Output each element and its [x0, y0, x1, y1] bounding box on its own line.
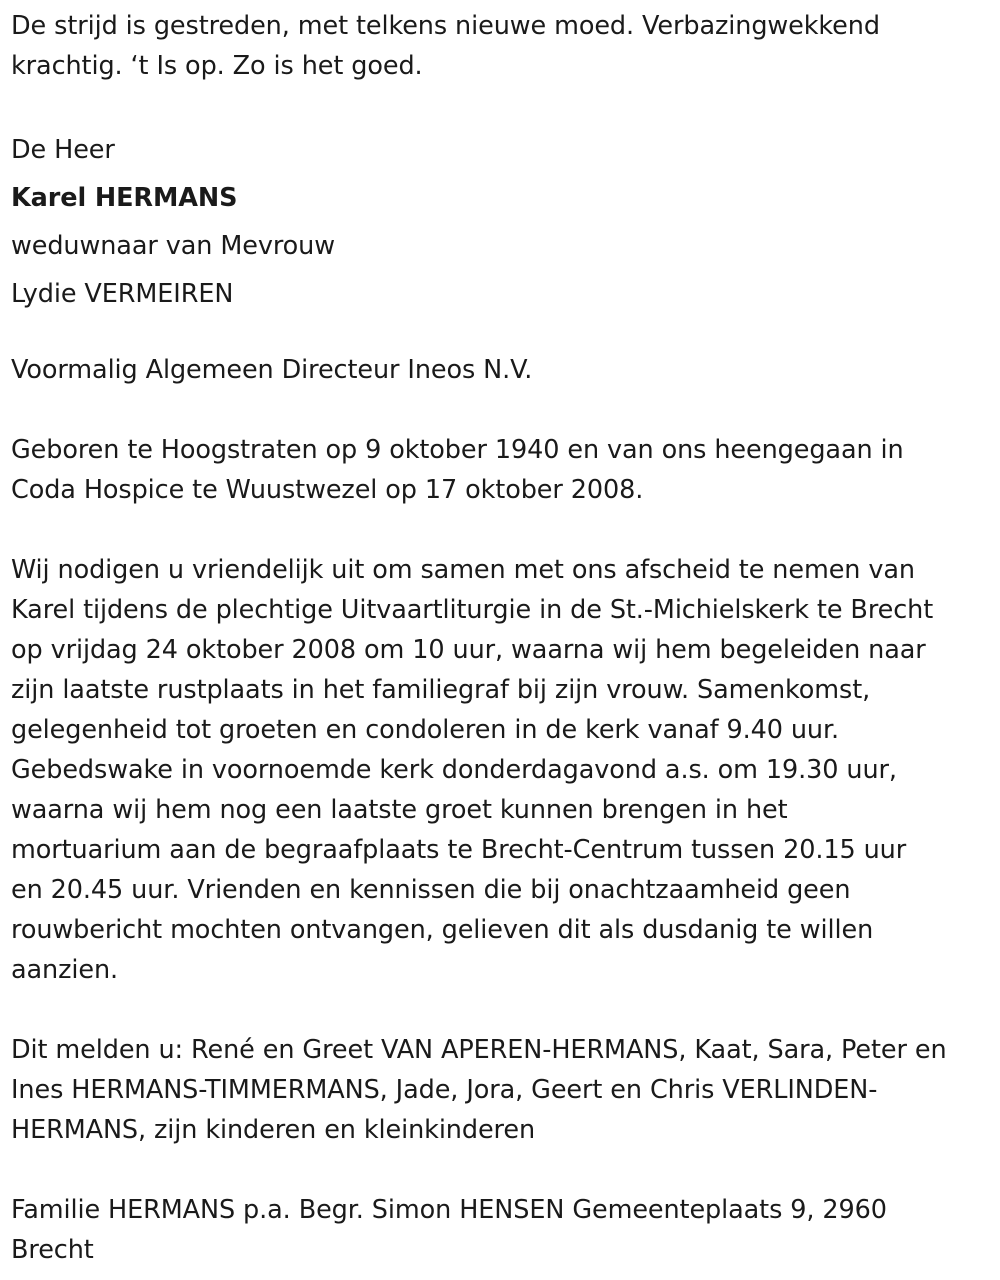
- deceased-block: [11, 126, 990, 318]
- invitation-line: Karel tijdens de plechtige Uitvaartliturgie in de St.-Michielskerk te Brecht: [11, 595, 934, 625]
- announcers-line: Dit melden u: René en Greet VAN APEREN-HERMANS, Kaat, Sara, Peter en: [11, 1035, 947, 1065]
- invitation-line: mortuarium aan de begraafplaats te Brecht-Centrum tussen 20.15 uur: [11, 835, 907, 865]
- address-line: Brecht: [11, 1235, 94, 1265]
- invitation-line: Gebedswake in voornoemde kerk donderdagavond a.s. om 19.30 uur,: [11, 755, 897, 785]
- announcers-line: HERMANS, zijn kinderen en kleinkinderen: [11, 1115, 536, 1145]
- invitation-line: Wij nodigen u vriendelijk uit om samen met ons afscheid te nemen van: [11, 555, 915, 585]
- birth-death-line: Coda Hospice te Wuustwezel op 17 oktober 2008.: [11, 475, 644, 505]
- invitation-line: aanzien.: [11, 955, 119, 985]
- invitation-line: en 20.45 uur. Vrienden en kennissen die bij onachtzaamheid geen: [11, 875, 851, 905]
- invitation-line: waarna wij hem nog een laatste groet kunnen brengen in het: [11, 795, 788, 825]
- spouse-name: Lydie VERMEIREN: [11, 279, 234, 309]
- invitation-line: gelegenheid tot groeten en condoleren in de kerk vanaf 9.40 uur.: [11, 715, 840, 745]
- opening-verse-line: De strijd is gestreden, met telkens nieuwe moed. Verbazingwekkend: [11, 11, 880, 41]
- invitation-line: op vrijdag 24 oktober 2008 om 10 uur, waarna wij hem begeleiden naar: [11, 635, 926, 665]
- invitation-paragraph: [11, 550, 990, 990]
- former-function: Voormalig Algemeen Directeur Ineos N.V.: [11, 355, 533, 385]
- birth-death-line: Geboren te Hoogstraten op 9 oktober 1940 en van ons heengegaan in: [11, 435, 904, 465]
- invitation-line: rouwbericht mochten ontvangen, gelieven dit als dusdanig te willen: [11, 915, 874, 945]
- address-block: [11, 1190, 990, 1270]
- opening-verse-line: krachtig. ‘t Is op. Zo is het goed.: [11, 51, 423, 81]
- widower-line: weduwnaar van Mevrouw: [11, 231, 335, 261]
- invitation-line: zijn laatste rustplaats in het familiegraf bij zijn vrouw. Samenkomst,: [11, 675, 871, 705]
- opening-verse: [11, 6, 990, 86]
- salutation: De Heer: [11, 135, 115, 165]
- announcers-paragraph: [11, 1030, 990, 1150]
- address-line: Familie HERMANS p.a. Begr. Simon HENSEN Gemeenteplaats 9, 2960: [11, 1195, 887, 1225]
- announcers-line: Ines HERMANS-TIMMERMANS, Jade, Jora, Geert en Chris VERLINDEN-: [11, 1075, 878, 1105]
- birth-death-block: [11, 430, 990, 510]
- function-block: [11, 350, 990, 390]
- deceased-name: Karel HERMANS: [11, 183, 238, 213]
